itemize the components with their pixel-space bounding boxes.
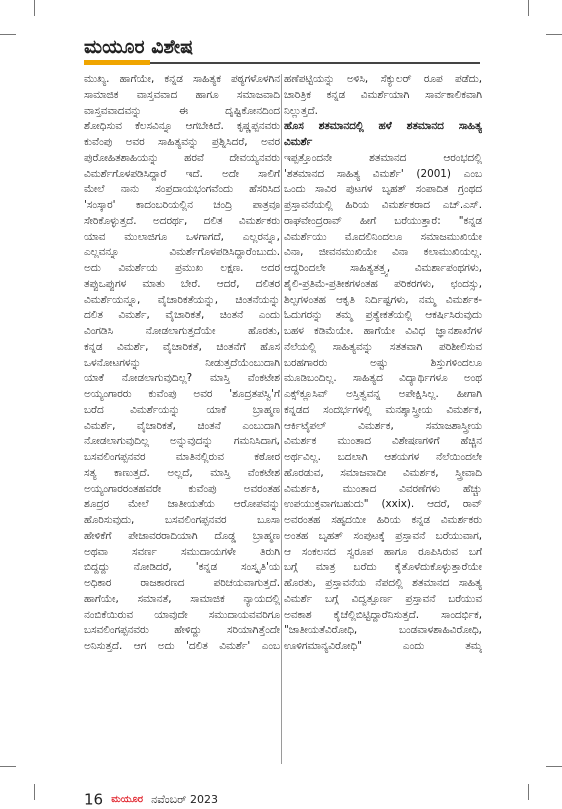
text-line: ಕನ್ನಡ ವಿಮರ್ಶೆ, ವೈಚಾರಿಕತೆ, ಚಿಂತನೆಗೆ ಹೊಸ	[84, 340, 280, 353]
text-line: ವಿಮರ್ಶೆಯನ್ನೂ, ವೈಚಾರಿಕತೆಯನ್ನು, ಚಿಂತನೆಯನ್ನು	[84, 293, 280, 306]
text-line: ಬಸವಲಿಂಗಪ್ಪನವರ ಮಾತಿನಲ್ಲಿರುವ ಕಠೋರ	[84, 451, 280, 463]
text-line: ಹೇಳಿಕೆಗೆ ಪೇಜಾವರರಾದಿಯಾಗಿ ದೊಡ್ಡ ಬ್ರಾಹ್ಮಣ	[84, 529, 280, 542]
text-line: ಹಾಗೆಯೇ, ಸಮಾನತೆ, ಸಾಮಾಜಿಕ ನ್ಯಾಯದಲ್ಲಿ	[84, 592, 280, 605]
crop-mark	[528, 0, 529, 16]
text-line: ಸಾಮಾಜಿಕ ವಾಸ್ತವವಾದ ಹಾಗೂ ಸಮಾಜವಾದಿ	[84, 88, 280, 101]
text-line: ಹಣೆಪಟ್ಟಿಯನ್ನು ಅಳಿಸಿ, ಸೆಕ್ಯುಲರ್ ರೂಪ ಪಡೆದು,	[284, 73, 482, 85]
text-line: ಒಳನೋಟಗಳನ್ನು ನೀಡುತ್ತದೆಯೆಂಬುದಾಗಿ	[84, 356, 280, 369]
text-line: ವಾಸ್ತವವಾದವನ್ನು ಈ ದೃಷ್ಟಿಕೋನದಿಂದ	[84, 104, 280, 117]
text-line: ಎಲ್ಲವನ್ನೂ ವಿಮರ್ಶೆಗೊಳಪಡಿಸಿದ್ದಾರೆಂಬುದು.	[84, 246, 280, 259]
text-line: ಬಿದ್ದದ್ದು ನೋಡಿದರೆ, 'ಕನ್ನಡ ಸಂಸ್ಕೃತಿ'ಯ	[84, 561, 280, 574]
crop-mark	[0, 34, 16, 35]
header-accent-bar	[84, 60, 150, 65]
text-line: ಹೊರಿಸುವುದು, ಬಸವಲಿಂಗಪ್ಪನವರ ಬೂಸಾ	[84, 514, 280, 526]
text-line: ಆದ್ದರಿಂದಲೇ ಸಾಹಿತ್ಯತತ್ತ್ವ, ವಿಮರ್ಶಾಪಂಥಗಳು,	[284, 262, 482, 274]
text-line: 'ಶತಮಾನದ ಸಾಹಿತ್ಯ ವಿಮರ್ಶೆ' (2001) ಎಂಬ	[284, 167, 482, 180]
text-line: ಸೇರಿಕೊಳ್ಳುತ್ತದೆ. ಅದರರ್ಥ, ದಲಿತ ವಿಮರ್ಶಕರು	[84, 214, 280, 227]
text-line: ಬಹಳ ಕಡಿಮೆಯೇ. ಹಾಗೆಯೇ ವಿವಿಧ ಜ್ಞಾನಶಾಖೆಗಳ	[284, 325, 482, 337]
text-line: ಹೊಸ ಶತಮಾನದಲ್ಲಿ ಹಳೆ ಶತಮಾನದ ಸಾಹಿತ್ಯ	[284, 120, 482, 133]
text-line: ವಿಮರ್ಶೆ	[284, 136, 313, 148]
text-line: ಒಂದು ಸಾವಿರ ಪುಟಗಳ ಬೃಹತ್ ಸಂಪಾದಿತ ಗ್ರಂಥದ	[284, 183, 482, 196]
article-column-left	[84, 72, 280, 655]
text-line: ರಾಘವೇಂದ್ರರಾವ್ ಹೀಗೆ ಬರೆಯುತ್ತಾರೆ: "ಕನ್ನಡ	[284, 214, 482, 227]
text-line: ವಿಮರ್ಶಕ ಮುಂತಾದ ವಿಶೇಷಣಗಳಿಗೆ ಹೆಚ್ಚಿನ	[284, 435, 482, 448]
section-header	[84, 34, 480, 68]
text-line: "ಜಾತೀಯತೆವಿರೋಧಿ, ಬಂಡವಾಳಶಾಹಿವಿರೋಧಿ,	[284, 624, 482, 637]
text-line: ಶೋಧಿಸುವ ಕೆಲಸವಿನ್ನೂ ಆಗಬೇಕಿದೆ. ಕೃಷ್ಣಪ್ಪನವರು	[84, 120, 280, 133]
crop-mark	[34, 784, 35, 800]
text-line: ಶೂದ್ರರ ಮೇಲೆ ಜಾತೀಯತೆಯ ಆರೋಪವನ್ನು	[84, 498, 280, 511]
text-line: ಅನಿಸುತ್ತದೆ. ಆಗ ಅದು 'ದಲಿತ ವಿಮರ್ಶೆ' ಎಂಬ	[84, 640, 280, 652]
text-line: ನಂಬಿಕೆಯಿರುವ ಯಾವುದೇ ಸಮುದಾಯವವರಿಗೂ	[84, 608, 280, 621]
text-line: ವಿಮರ್ಶೆ, ವೈಚಾರಿಕತೆ, ಚಿಂತನೆ ಎಂಬುದಾಗಿ	[84, 419, 280, 432]
text-line: ಚಾರಿತ್ರಿಕ ಕನ್ನಡ ವಿಮರ್ಶೆಯಾಗಿ ಸಾರ್ವಕಾಲಿಕವಾಗಿ	[284, 88, 482, 101]
text-line: ಪ್ರಸ್ತಾವನೆಯಲ್ಲಿ ಹಿರಿಯ ವಿಮರ್ಶಕರಾದ ಎಚ್.ಎಸ್.	[284, 199, 482, 211]
text-line: ಮುಖ್ಯ. ಹಾಗೆಯೇ, ಕನ್ನಡ ಸಾಹಿತ್ಯಕ ಪಠ್ಯಗಳೊಳಗಿನ	[84, 73, 280, 85]
article-column-right	[284, 72, 482, 655]
text-line: ಕನ್ನಡದ ಸಂದರ್ಭಗಳಲ್ಲಿ ಮನಶ್ಶಾಸ್ತ್ರೀಯ ವಿಮರ್ಶಕ,	[284, 403, 482, 416]
text-line: ಯಾಕೆ ನೋಡಲಾಗುವುದಿಲ್ಲ? ಮಾಸ್ತಿ ವೆಂಕಟೇಶ	[84, 372, 280, 385]
text-line: ಸತ್ಯ ಕಾಣುತ್ತದೆ. ಅಲ್ಲದೆ, ಮಾಸ್ತಿ ವೆಂಕಟೇಶ	[84, 466, 280, 479]
column-divider	[281, 74, 282, 764]
text-line: ಅಂತಹ ಬೃಹತ್ ಸಂಪುಟಕ್ಕೆ ಪ್ರಸ್ತಾವನೆ ಬರೆಯುವಾಗ,	[284, 529, 482, 542]
header-rule	[150, 62, 480, 64]
text-line: ಅಯ್ಯಂಗಾರರು ಕುವೆಂಪು ಅವರ 'ಶೂದ್ರತಪಸ್ವಿ'ಗೆ	[84, 388, 280, 400]
text-line: ಮೂಡಿಬಂದಿಲ್ಲ. ಸಾಹಿತ್ಯದ ವಿದ್ಯಾರ್ಥಿಗಳೂ ಅಂಥ	[284, 372, 482, 385]
text-line: ಅದು ವಿಮರ್ಶೆಯ ಪ್ರಮುಖ ಲಕ್ಷಣ. ಅದರ	[84, 262, 280, 274]
text-line: ನಿಲ್ಲುತ್ತದೆ.	[284, 104, 318, 117]
text-line: ಆರ್ಕಿಟೈಪಲ್ ವಿಮರ್ಶಕ, ಸಮಾಜಶಾಸ್ತ್ರೀಯ	[284, 419, 482, 432]
section-title: ಮಯೂರ ವಿಶೇಷ	[84, 36, 194, 58]
page-number: 16	[84, 790, 104, 809]
text-line: ಅಧಿಕಾರ ರಾಜಕಾರಣದ ಪರಿಚಯವಾಗುತ್ತದೆ.	[84, 577, 280, 589]
text-line: ಊಳಿಗಮಾನ್ಯವಿರೋಧಿ" ಎಂದು ತಮ್ಮ	[284, 640, 482, 652]
text-line: ನೋಡಲಾಗುವುದಿಲ್ಲ ಅನ್ನುವುದನ್ನು ಗಮನಿಸಿದಾಗ,	[84, 435, 280, 448]
text-line: ವಿಮರ್ಶೆಗೊಳಪಡಿಸಿದ್ದಾರೆ ಇದೆ. ಅದೇ ಸಾಲಿಗೆ	[84, 167, 280, 180]
text-line: ವಿಮರ್ಶಕಿ, ಮುಂತಾದ ವಿವರಣೆಗಳು ಹೆಚ್ಚು	[284, 482, 482, 495]
text-line: ಬರಹಗಾರರು ಅಷ್ಟು ಶಿಸ್ತುಗಳಿಂದಲೂ	[284, 356, 482, 369]
text-line: ಓದುಗರನ್ನು ತಮ್ಮ ಪ್ರತ್ಯೇಕತೆಯಲ್ಲಿ ಆಕರ್ಷಿಸಿರುವುದು	[284, 309, 482, 322]
text-line: ಉಪಯುಕ್ತವಾಗಬಹುದು" (xxix). ಆದರೆ, ರಾವ್	[284, 498, 482, 511]
text-line: ತಪ್ಪುಒಪ್ಪುಗಳ ಮಾತು ಬೇರೆ. ಆದರೆ, ದಲಿತರ	[84, 277, 280, 290]
text-line: ಅಯ್ಯಂಗಾರರಂತಹವರೇ ಕುವೆಂಪು ಅವರಂತಹ	[84, 482, 280, 495]
crop-mark	[34, 0, 35, 16]
text-line: ಮೇಲೆ ನಾನು ಸಂಪ್ರದಾಯಭಂಗವೆಂದು ಹೆಸರಿಸಿದ	[84, 183, 280, 196]
text-line: ಆ ಸಂಕಲನದ ಸ್ವರೂಪ ಹಾಗೂ ರೂಪಿಸಿರುವ ಬಗೆ	[284, 545, 482, 558]
magazine-logo: ಮಯೂರ	[111, 794, 144, 805]
text-line: ಶೈಲಿ-ಪ್ರತಿಮೆ-ಪ್ರತೀಕಗಳಂತಹ ಪರಿಕರಗಳು, ಛಂದಸ್ಸು,	[284, 277, 482, 290]
text-line: ನೆಲೆಯಲ್ಲಿ ಸಾಹಿತ್ಯವನ್ನು ಸತತವಾಗಿ ಪರಿಶೀಲಿಸುವ	[284, 340, 482, 353]
text-line: ಬರೆದ ವಿಮರ್ಶೆಯನ್ನು ಯಾಕೆ ಬ್ರಾಹ್ಮಣ	[84, 403, 280, 416]
text-line: ಕುವೆಂಪು ಅವರ ಸಾಹಿತ್ಯವನ್ನು ಪ್ರಶ್ನಿಸಿದರೆ, ಅವರ	[84, 136, 280, 148]
issue-date: ನವೆಂಬರ್ 2023	[151, 792, 218, 806]
crop-mark	[546, 34, 562, 35]
text-line: ಇಪ್ಪತ್ತೊಂದನೇ ಶತಮಾನದ ಆರಂಭದಲ್ಲಿ	[284, 151, 482, 164]
text-line: ಹೊರತು, ಪ್ರಸ್ತಾವನೆಯ ನೆಪದಲ್ಲಿ ಶತಮಾನದ ಸಾಹಿತ್ಯ	[284, 577, 482, 589]
text-line: ವಿಮರ್ಶೆ ಬಗ್ಗೆ ವಿದ್ವತ್ಪೂರ್ಣ ಪ್ರಸ್ತಾವನೆ ಬರೆಯುವ	[284, 592, 482, 605]
text-line: ಹೊರಡುವ, ಸಮಾಜವಾದೀ ವಿಮರ್ಶಕ, ಸ್ತ್ರೀವಾದಿ	[284, 466, 482, 479]
text-line: ವಿಂಗಡಿಸಿ ನೋಡಲಾಗುತ್ತದೆಯೇ ಹೊರತು,	[84, 325, 280, 337]
page-footer	[84, 789, 218, 809]
text-line: ಅರ್ಥವಿಲ್ಲ. ಬದಲಾಗಿ ಆಶಯಗಳ ನೆಲೆಯಿಂದಲೇ	[284, 451, 482, 463]
crop-mark	[546, 766, 562, 767]
text-line: ದಲಿತ ವಿಮರ್ಶೆ, ವೈಚಾರಿಕತೆ, ಚಿಂತನೆ ಎಂದು	[84, 309, 280, 322]
text-line: ವಿನಾ, ಜೀವನಮುಖಿಯೇ ವಿನಾ ಕಲಾಮುಖಿಯಲ್ಲ.	[284, 246, 482, 259]
crop-mark	[0, 766, 16, 767]
crop-mark	[528, 784, 529, 800]
text-line: ವಿಮರ್ಶೆಯು ಮೊದಲಿನಿಂದಲೂ ಸಮಾಜಮುಖಿಯೇ	[284, 230, 482, 243]
text-line: ಬಸವಲಿಂಗಪ್ಪನವರು ಹೇಳಿದ್ದು ಸರಿಯಾಗಿತ್ತೆಂದೇ	[84, 624, 280, 637]
text-line: ಶಿಲ್ಪಗಳಂತಹ ಆಕೃತಿ ನಿರ್ದಿಷ್ಟಗಳು, ನಮ್ಮ ವಿಮರ್ಶಕ-	[284, 293, 482, 306]
text-line: ಪುರೋಹಿತಶಾಹಿಯನ್ನು ಹರವೆ ದೇವಯ್ಯನವರು	[84, 151, 280, 164]
text-line: ಬಗ್ಗೆ ಮಾತ್ರ ಬರೆದು ಕೈತೊಳೆದುಕೊಳ್ಳುತ್ತಾರೆಯೇ	[284, 561, 482, 574]
text-line: 'ಸಂಸ್ಕಾರ' ಕಾದಂಬರಿಯಲ್ಲಿನ ಚಂದ್ರಿ ಪಾತ್ರವೂ	[84, 199, 280, 211]
text-line: ಅವರಂತಹ ಸಹೃದಯೀ ಹಿರಿಯ ಕನ್ನಡ ವಿಮರ್ಶಕರು	[284, 514, 482, 526]
text-line: ಎಕ್ಸ್‌ಕ್ಲೂಸಿವ್ ಅಸ್ತಿತ್ವವನ್ನ ಅಪೇಕ್ಷಿಸಿಲ್ಲ. ಹೀಗಾಗಿ	[284, 388, 482, 400]
text-line: ಅಥವಾ ಸವರ್ಣ ಸಮುದಾಯಗಳೇ ತಿರುಗಿ	[84, 545, 280, 558]
text-line: ಅವಕಾಶ ಕೈಚೆಲ್ಲಿಬಿಟ್ಟಿದ್ದಾರೆನಿಸುತ್ತದೆ. ಸಾಂದರ್ಭಿಕ,	[284, 608, 482, 621]
text-line: ಯಾವ ಮುಲಾಜಿಗೂ ಒಳಗಾಗದೆ, ಎಲ್ಲರನ್ನೂ,	[84, 230, 280, 243]
